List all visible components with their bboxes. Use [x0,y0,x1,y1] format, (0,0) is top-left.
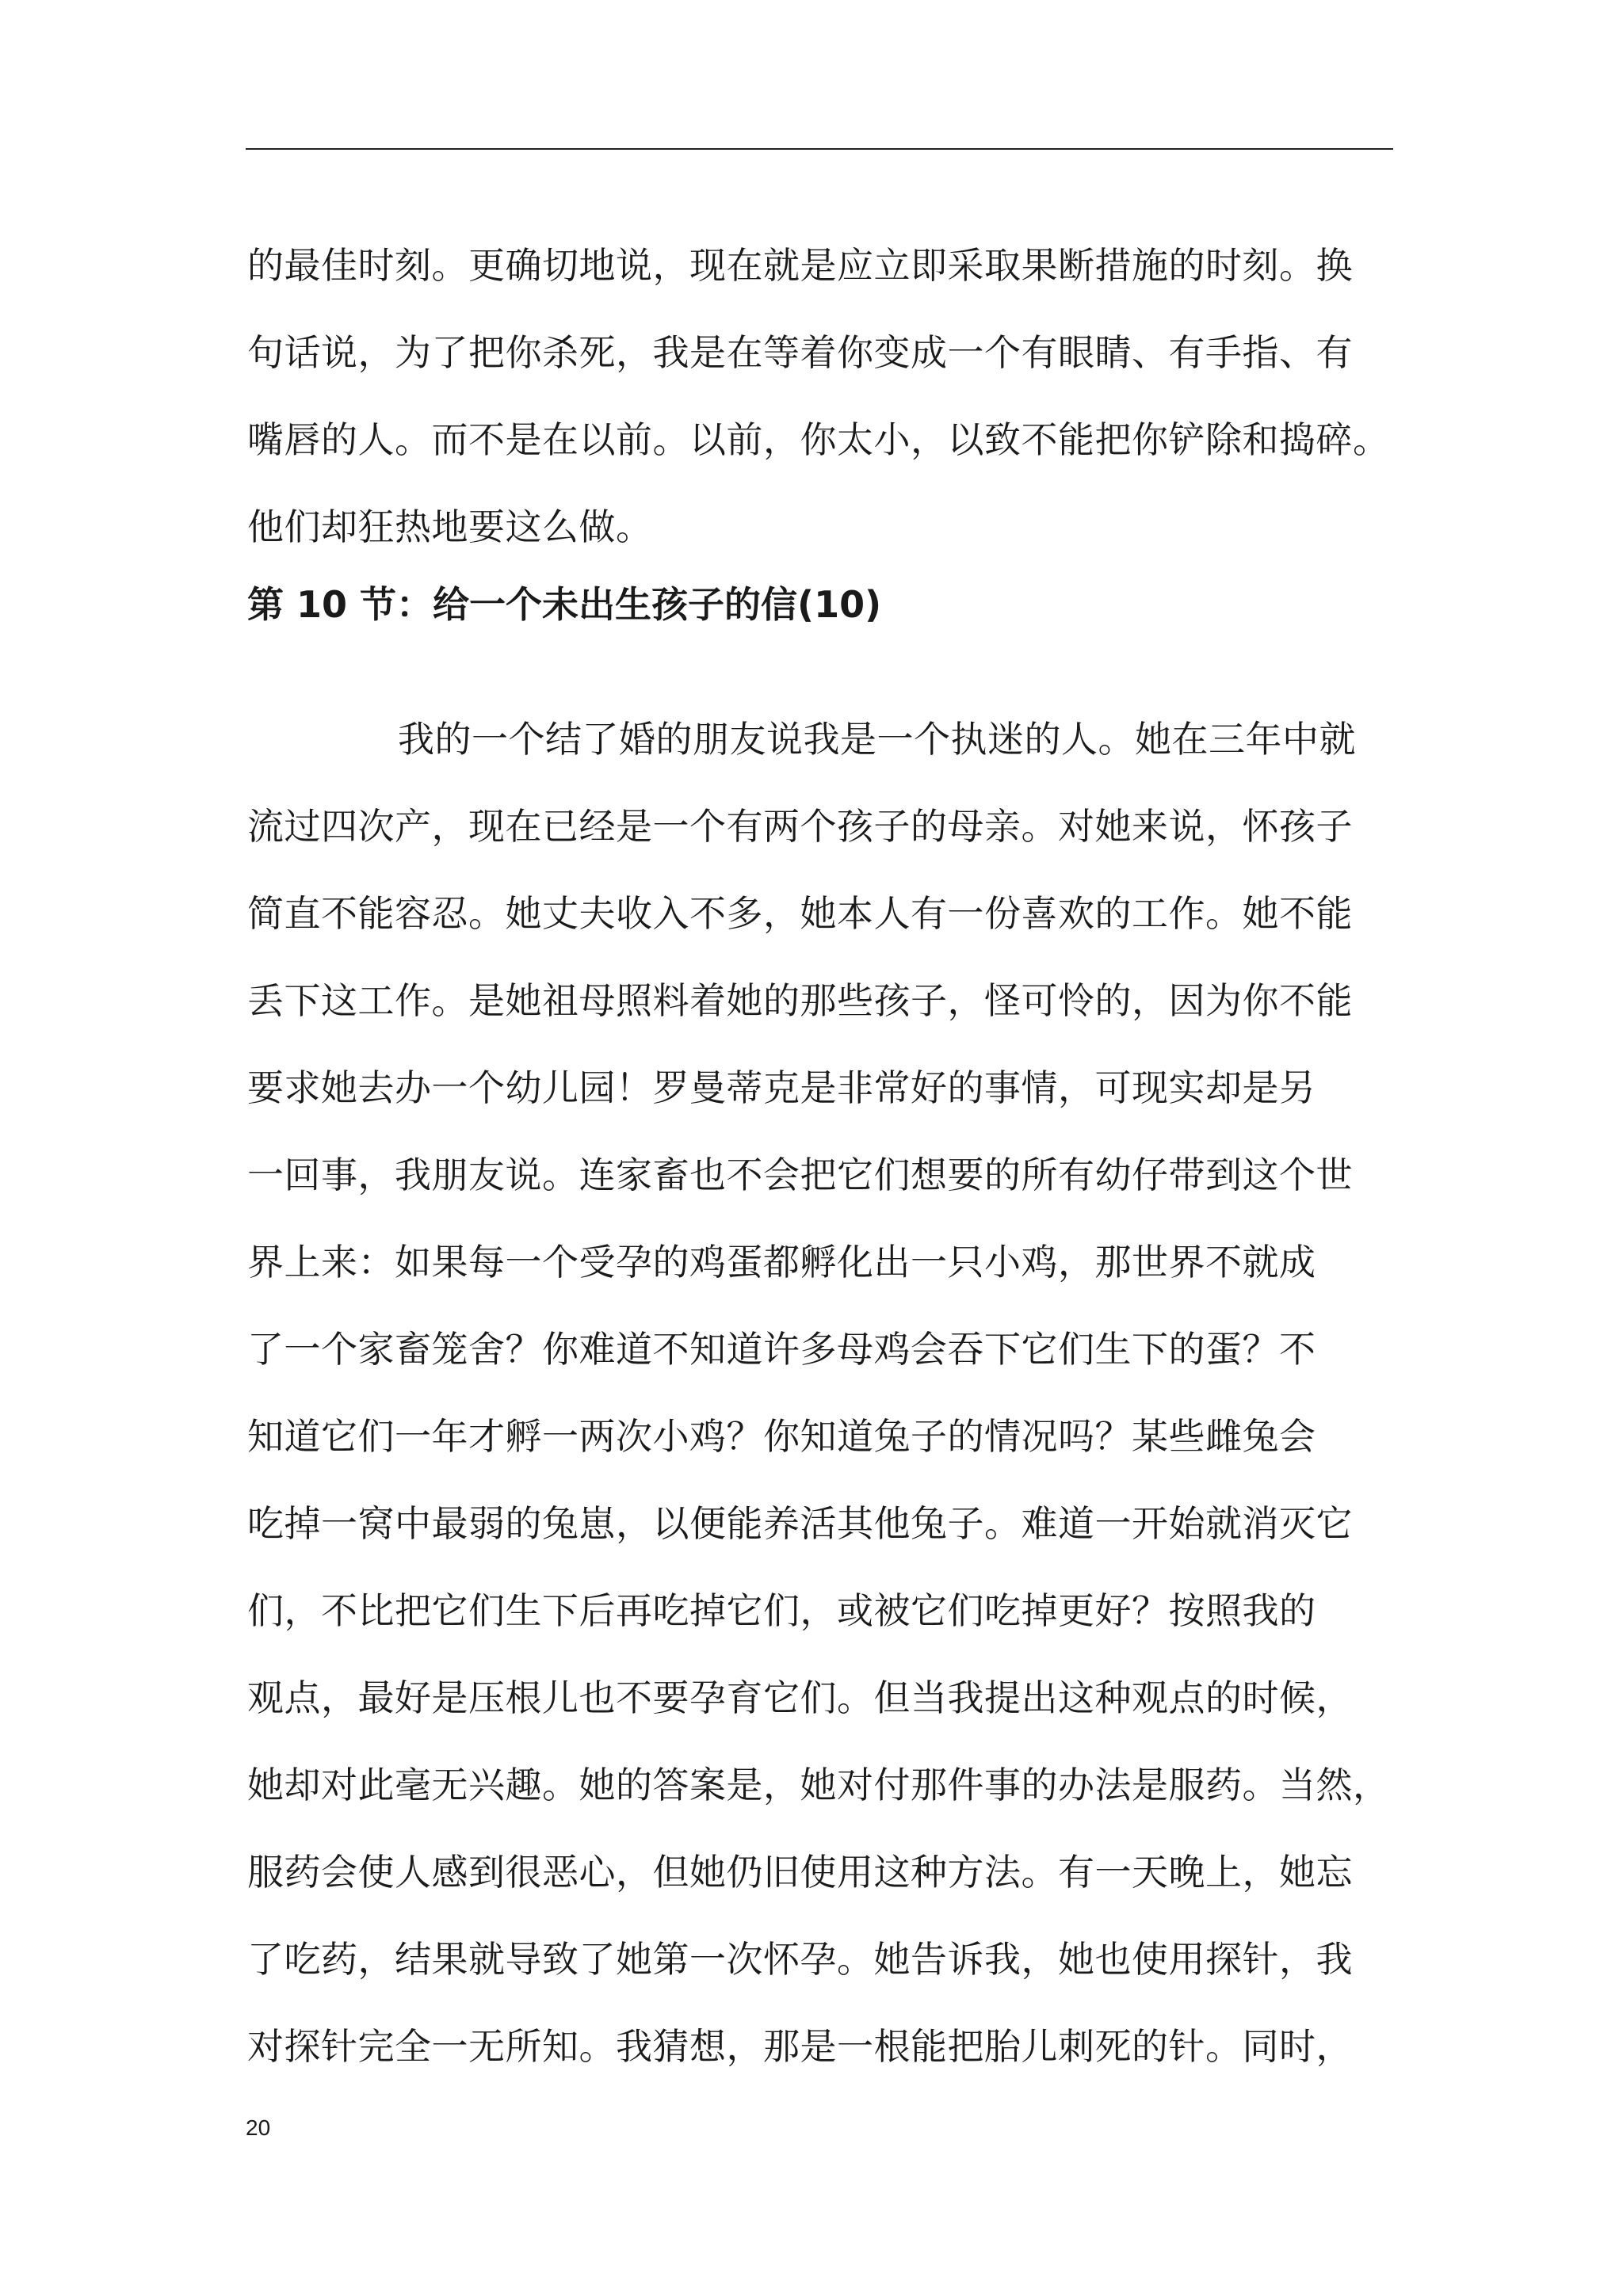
section-heading: 第 10 节：给一个未出生孩子的信(10) [247,583,882,626]
paragraph-line: 要求她去办一个幼儿园！罗曼蒂克是非常好的事情，可现实却是另 [247,1066,1316,1109]
paragraph-line: 知道它们一年才孵一两次小鸡？你知道兔子的情况吗？某些雌兔会 [247,1415,1316,1458]
paragraph-line: 观点，最好是压根儿也不要孕育它们。但当我提出这种观点的时候， [247,1676,1353,1719]
paragraph-line: 界上来：如果每一个受孕的鸡蛋都孵化出一只小鸡，那世界不就成 [247,1241,1316,1283]
paragraph-line: 句话说，为了把你杀死，我是在等着你变成一个有眼睛、有手指、有 [247,331,1353,374]
paragraph-line: 的最佳时刻。更确切地说，现在就是应立即采取果断措施的时刻。换 [247,244,1353,287]
paragraph-line: 她却对此毫无兴趣。她的答案是，她对付那件事的办法是服药。当然， [247,1764,1390,1806]
paragraph-line: 吃掉一窝中最弱的兔崽，以便能养活其他兔子。难道一开始就消灭它 [247,1502,1353,1545]
header-rule [246,148,1393,150]
paragraph-line: 了吃药，结果就导致了她第一次怀孕。她告诉我，她也使用探针，我 [247,1938,1353,1981]
paragraph-line: 一回事，我朋友说。连家畜也不会把它们想要的所有幼仔带到这个世 [247,1154,1353,1196]
paragraph-line: 们，不比把它们生下后再吃掉它们，或被它们吃掉更好？按照我的 [247,1589,1316,1632]
paragraph-line: 了一个家畜笼舍？你难道不知道许多母鸡会吞下它们生下的蛋？不 [247,1328,1316,1371]
paragraph-line: 对探针完全一无所知。我猜想，那是一根能把胎儿刺死的针。同时， [247,2025,1353,2068]
page-number: 20 [246,2115,271,2140]
paragraph-line: 嘴唇的人。而不是在以前。以前，你太小，以致不能把你铲除和捣碎。 [247,418,1390,461]
paragraph-line: 他们却狂热地要这么做。 [247,505,653,548]
paragraph-line: 我的一个结了婚的朋友说我是一个执迷的人。她在三年中就 [398,718,1356,761]
paragraph-line: 流过四次产，现在已经是一个有两个孩子的母亲。对她来说，怀孩子 [247,805,1353,848]
paragraph-line: 简直不能容忍。她丈夫收入不多，她本人有一份喜欢的工作。她不能 [247,892,1353,935]
paragraph-line: 丢下这工作。是她祖母照料着她的那些孩子，怪可怜的，因为你不能 [247,979,1353,1022]
paragraph-line: 服药会使人感到很恶心，但她仍旧使用这种方法。有一天晚上，她忘 [247,1851,1353,1894]
